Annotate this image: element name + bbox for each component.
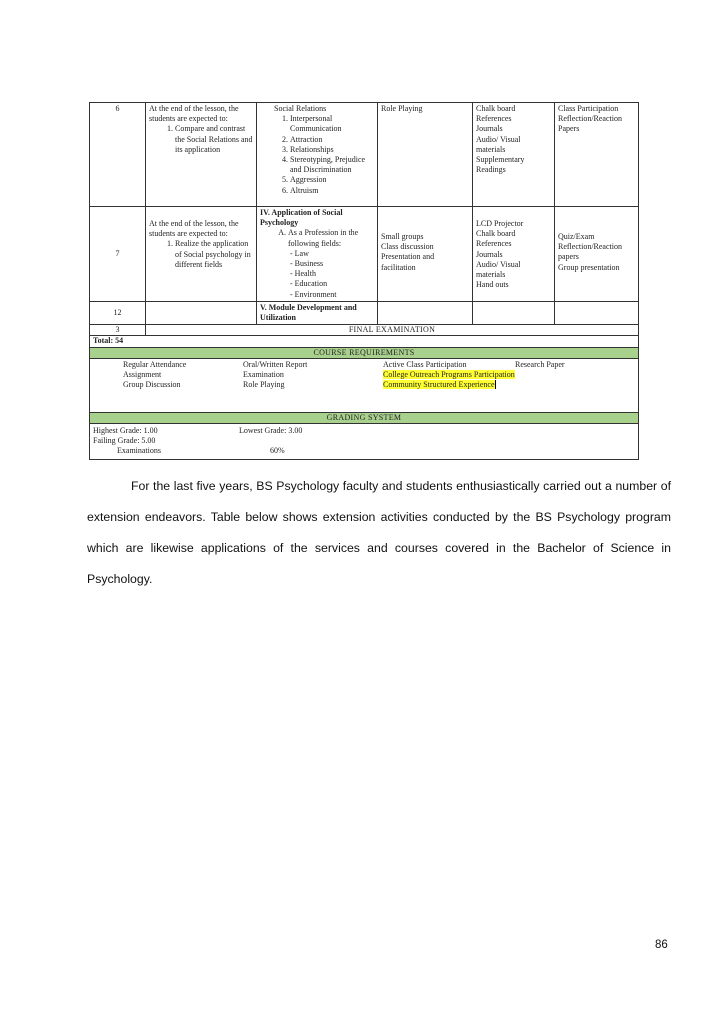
week-cell: 6 — [90, 103, 146, 207]
table-row — [90, 424, 639, 460]
content-cell — [257, 103, 378, 207]
resource-item: References — [476, 239, 512, 249]
week-cell: 3 — [90, 325, 146, 336]
requirements-grid — [93, 360, 635, 391]
resource-item: Supplementary Readings — [476, 155, 525, 175]
strategy-item: Small groups — [381, 232, 424, 241]
course-requirements-header: COURSE REQUIREMENTS — [90, 347, 639, 358]
resource-item: References — [476, 114, 512, 124]
table-row — [90, 301, 639, 324]
requirement-item: Research Paper — [515, 359, 565, 369]
learning-outcome-cell — [146, 103, 257, 207]
week-cell: 12 — [90, 301, 146, 324]
content-title: Social Relations — [274, 104, 327, 113]
content-item: 3. Relationships — [290, 145, 374, 155]
final-exam-label: FINAL EXAMINATION — [146, 325, 639, 336]
grading-system-header: GRADING SYSTEM — [90, 412, 639, 423]
outcome-item: 1. Compare and contrast the Social Relations and its application — [175, 124, 253, 155]
exam-value: 60% — [270, 446, 285, 456]
outcome-intro: At the end of the lesson, the students are expected to: — [149, 104, 239, 124]
resources-cell — [473, 207, 555, 302]
empty-cell — [555, 301, 639, 324]
assessment-item: Group presentation — [558, 262, 620, 272]
requirement-item: Examination — [243, 370, 284, 380]
resource-item: Chalk board — [476, 229, 516, 239]
table-row — [90, 336, 639, 347]
requirement-item: Regular Attendance — [123, 359, 187, 369]
resource-item: LCD Projector — [476, 219, 524, 228]
content-item: - Environment — [290, 289, 337, 299]
content-cell — [257, 207, 378, 302]
content-item: - Education — [290, 279, 328, 289]
strategy-cell — [378, 103, 473, 207]
assessment-item: Quiz/Exam — [558, 232, 595, 241]
content-item: - Health — [290, 269, 316, 279]
content-item: - Business — [290, 259, 324, 269]
table-row — [90, 207, 639, 302]
empty-cell — [146, 301, 257, 324]
paragraph-text: For the last five years, BS Psychology faculty and students enthusiastically carried out a number of extension endeavors. Table below shows extension activities conducted by the BS Psychology program which are likewise applications of the services and courses covered in the Bachelor of Science in Psychology. — [87, 479, 671, 586]
assessment-cell — [555, 207, 639, 302]
resource-item: Hand outs — [476, 280, 509, 290]
content-cell: V. Module Development and Utilization — [257, 301, 378, 324]
empty-cell — [378, 301, 473, 324]
strategy-item: Role Playing — [381, 104, 423, 113]
content-title: IV. Application of Social Psychology — [260, 208, 343, 228]
content-item: 2. Attraction — [290, 135, 374, 145]
content-item: 4. Stereotyping, Prejudice and Discrimination — [290, 155, 374, 175]
lowest-grade: Lowest Grade: 3.00 — [239, 426, 303, 436]
body-paragraph — [87, 471, 671, 595]
resource-item: Journals — [476, 124, 503, 134]
assessment-item: Reflection/Reaction papers — [558, 242, 622, 262]
outcome-intro: At the end of the lesson, the students are expected to: — [149, 219, 239, 239]
outcome-item: 1. Realize the application of Social psychology in different fields — [175, 239, 253, 270]
requirement-item: Role Playing — [243, 380, 285, 390]
failing-grade: Failing Grade: 5.00 — [93, 436, 156, 446]
assessment-item: Reflection/Reaction Papers — [558, 114, 622, 134]
grading-cell — [90, 424, 639, 460]
table-row — [90, 347, 639, 358]
exam-label: Examinations — [117, 446, 161, 456]
resource-item: Audio/ Visual materials — [476, 259, 521, 280]
table-row — [90, 103, 639, 207]
requirement-item: Group Discussion — [123, 380, 181, 390]
empty-cell — [146, 336, 639, 347]
resource-item: Chalk board — [476, 104, 516, 113]
page-number: 86 — [655, 939, 668, 951]
table-row — [90, 358, 639, 412]
assessment-item: Class Participation — [558, 104, 619, 113]
assessment-cell — [555, 103, 639, 207]
table-row — [90, 412, 639, 423]
content-item: 5. Aggression — [290, 175, 374, 185]
requirement-item: Active Class Participation — [383, 359, 467, 369]
content-item: 1. Interpersonal Communication — [290, 114, 374, 134]
requirement-item: Oral/Written Report — [243, 359, 308, 369]
content-item: - Law — [290, 248, 309, 258]
strategy-item: Class discussion — [381, 242, 434, 252]
total-label: Total: 54 — [90, 336, 146, 347]
resource-item: Journals — [476, 249, 503, 259]
resources-cell — [473, 103, 555, 207]
week-cell: 7 — [90, 207, 146, 302]
content-sub-title: A. As a Profession in the following fields: — [288, 228, 374, 248]
requirement-item-highlighted: College Outreach Programs Participation — [383, 370, 515, 380]
content-item: 6. Altruism — [290, 186, 374, 196]
course-requirements-cell — [90, 358, 639, 412]
strategy-item: Presentation and facilitation — [381, 252, 435, 272]
requirement-item-highlighted: Community Structured Experience — [383, 380, 495, 390]
empty-cell — [473, 301, 555, 324]
strategy-cell — [378, 207, 473, 302]
resource-item: Audio/ Visual materials — [476, 134, 521, 154]
highest-grade: Highest Grade: 1.00 — [93, 426, 158, 436]
table-row — [90, 325, 639, 336]
requirement-item: Assignment — [123, 370, 162, 380]
syllabus-table — [89, 102, 639, 460]
learning-outcome-cell — [146, 207, 257, 302]
